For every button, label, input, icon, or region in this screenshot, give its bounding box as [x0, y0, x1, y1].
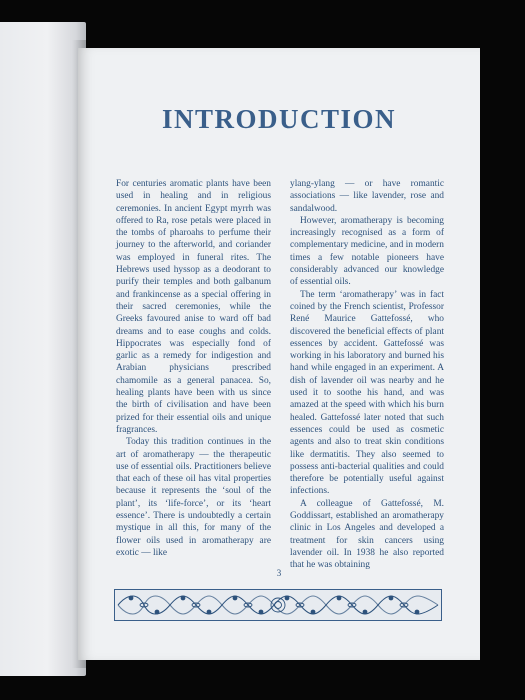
paragraph: A colleague of Gattefossé, M. Goddissart, established an aromatherapy clinic in Los Angeles and developed a treatment for skin cancers using lavender oil. In 1938 he also reported that he was obtaining — [290, 498, 444, 571]
right-text-column — [290, 178, 444, 572]
page-number: 3 — [276, 568, 282, 578]
paragraph: ylang-ylang — or have romantic associations — like lavender, rose and sandalwood. — [290, 179, 444, 214]
paragraph: For centuries aromatic plants have been used in healing and in religious ceremonies. In ancient Egypt myrrh was offered to Ra, rose petals were placed in the tombs of pharoahs to perfume their journey to the afterworld, and coriander was employed in funeral rites. The Hebrews used hyssop as a deodorant to purify their temples and both galbanum and frankincense as a special offering in their sacred ceremonies, while the Greeks favoured anise to ward off bad dreams and to ease coughs and colds. Hippocrates was especially fond of garlic as a remedy for indigestion and Arabian physicians prescribed chamomile as a general panacea. So, healing plants have been with us since the birth of civilisation and have been prized for their essential oils and unique fragrances. — [116, 179, 271, 435]
paragraph: However, aromatherapy is becoming increasingly recognised as a form of complementary medicine, and in modern times a few notable pioneers have considerably advanced our knowledge of essential oils. — [290, 215, 444, 288]
paragraph: Today this tradition continues in the art of aromatherapy — the therapeutic use of essential oils. Practitioners believe that each of these oil has vital properties because it represents the ‘soul of the plant’, its ‘life-force’, or its ‘heart essence’. There is undoubtedly a certain mystique in all this, for many of the flower oils used in aromatherapy are exotic — like — [116, 437, 271, 558]
paragraph: The term ‘aromatherapy’ was in fact coined by the French scientist, Professor René Maurice Gattefossé, who discovered the beneficial effects of plant essences by accident. Gattefossé was working in his laboratory and burned his hand while engaged in an experiment. A dish of lavender oil was nearby and he used it to soothe his hand, and was amazed at the speed with which his burn healed. Gattefossé later noted that such essences could be used as cosmetic agents and also to treat skin conditions like dermatitis. They also seemed to possess anti-bacterial qualities and could therefore be potentially useful against infections. — [290, 289, 444, 497]
page-title: INTRODUCTION — [161, 104, 397, 134]
left-text-column — [116, 178, 271, 559]
book-page — [78, 48, 480, 660]
floral-border-ornament — [114, 589, 442, 621]
